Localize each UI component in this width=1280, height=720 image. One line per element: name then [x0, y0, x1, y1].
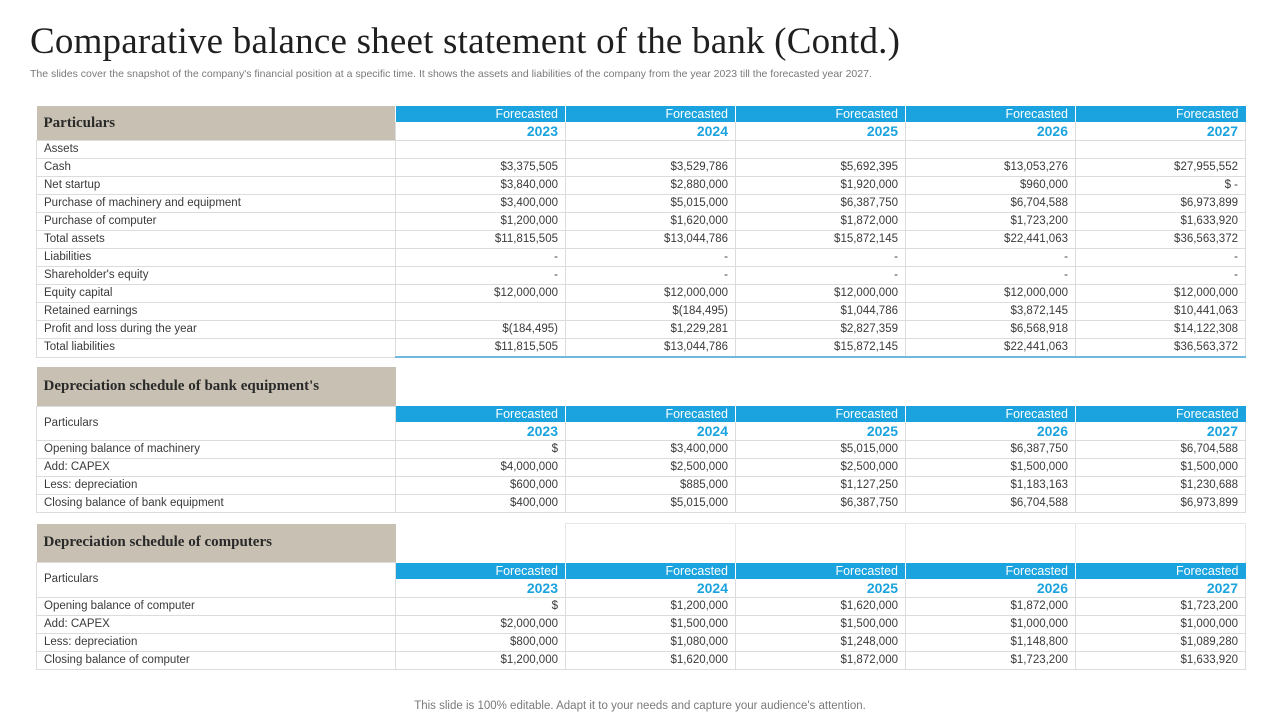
- cell-value: $(184,495): [396, 321, 566, 339]
- year-header: 2024: [566, 422, 736, 441]
- cell-value: $885,000: [566, 477, 736, 495]
- forecast-label: Forecasted: [396, 406, 566, 422]
- cell-value: $1,230,688: [1076, 477, 1246, 495]
- cell-value: $13,044,786: [566, 231, 736, 249]
- footer-note: This slide is 100% editable. Adapt it to your needs and capture your audience's attention.: [414, 700, 866, 712]
- cell-value: $1,620,000: [566, 213, 736, 231]
- cell-value: [736, 141, 906, 159]
- cell-value: $1,620,000: [736, 597, 906, 615]
- cell-value: $10,441,063: [1076, 303, 1246, 321]
- cell-value: $3,375,505: [396, 159, 566, 177]
- row-label: Liabilities: [37, 249, 396, 267]
- cell-value: -: [1076, 267, 1246, 285]
- cell-value: $22,441,063: [906, 339, 1076, 358]
- row-label: Less: depreciation: [37, 477, 396, 495]
- cell-value: $36,563,372: [1076, 231, 1246, 249]
- cell-value: $6,973,899: [1076, 195, 1246, 213]
- cell-value: -: [1076, 249, 1246, 267]
- cell-value: $12,000,000: [906, 285, 1076, 303]
- row-label: Equity capital: [37, 285, 396, 303]
- forecast-label: Forecasted: [1076, 406, 1246, 422]
- computer-depreciation-table: [36, 523, 1246, 670]
- cell-value: $1,872,000: [906, 597, 1076, 615]
- cell-value: $1,620,000: [566, 651, 736, 669]
- year-header: 2027: [1076, 579, 1246, 598]
- table-row: [37, 633, 1246, 651]
- cell-value: $1,200,000: [566, 597, 736, 615]
- table-row: [37, 285, 1246, 303]
- row-label: Shareholder's equity: [37, 267, 396, 285]
- row-label: Opening balance of computer: [37, 597, 396, 615]
- cell-value: $12,000,000: [736, 285, 906, 303]
- table-row: [37, 249, 1246, 267]
- cell-value: $960,000: [906, 177, 1076, 195]
- cell-value: $1,044,786: [736, 303, 906, 321]
- cell-value: $800,000: [396, 633, 566, 651]
- cell-value: $3,840,000: [396, 177, 566, 195]
- cell-value: $: [396, 441, 566, 459]
- cell-value: $6,387,750: [736, 495, 906, 513]
- row-label: Add: CAPEX: [37, 459, 396, 477]
- page-title: Comparative balance sheet statement of the bank (Contd.): [30, 21, 901, 62]
- row-label: Retained earnings: [37, 303, 396, 321]
- table-row: [37, 213, 1246, 231]
- cell-value: $13,053,276: [906, 159, 1076, 177]
- cell-value: [396, 303, 566, 321]
- table-row: [37, 267, 1246, 285]
- forecast-label: Forecasted: [566, 106, 736, 122]
- table-row: [37, 597, 1246, 615]
- cell-value: $1,148,800: [906, 633, 1076, 651]
- cell-value: $12,000,000: [566, 285, 736, 303]
- cell-value: $1,500,000: [736, 615, 906, 633]
- table-row: [37, 441, 1246, 459]
- cell-value: $15,872,145: [736, 339, 906, 358]
- table-row: [37, 651, 1246, 669]
- equipment-depreciation-table: [36, 367, 1246, 513]
- year-header: 2024: [566, 579, 736, 598]
- cell-value: $1,127,250: [736, 477, 906, 495]
- cell-value: $(184,495): [566, 303, 736, 321]
- row-label: Add: CAPEX: [37, 615, 396, 633]
- page-subtitle: The slides cover the snapshot of the company's financial position at a specific time. It shows the assets and liabilities of the company from the year 2023 till the forecasted year 2027.: [30, 68, 872, 80]
- forecast-label: Forecasted: [736, 563, 906, 579]
- table-row: [37, 231, 1246, 249]
- cell-value: $1,872,000: [736, 651, 906, 669]
- year-header: 2027: [1076, 422, 1246, 441]
- cell-value: -: [736, 267, 906, 285]
- cell-value: $11,815,505: [396, 339, 566, 358]
- forecast-label: Forecasted: [906, 563, 1076, 579]
- table-row: [37, 159, 1246, 177]
- cell-value: $6,387,750: [906, 441, 1076, 459]
- row-label: Total liabilities: [37, 339, 396, 358]
- cell-value: $22,441,063: [906, 231, 1076, 249]
- row-label: Opening balance of machinery: [37, 441, 396, 459]
- year-header: 2025: [736, 422, 906, 441]
- forecast-label: Forecasted: [1076, 563, 1246, 579]
- table-row: [37, 495, 1246, 513]
- forecast-label: Forecasted: [736, 406, 906, 422]
- balance-sheet-table: [36, 106, 1246, 358]
- cell-value: $1,633,920: [1076, 651, 1246, 669]
- forecast-label: Forecasted: [396, 106, 566, 122]
- cell-value: $1,500,000: [566, 615, 736, 633]
- row-label: Purchase of machinery and equipment: [37, 195, 396, 213]
- cell-value: $1,089,280: [1076, 633, 1246, 651]
- table-row: [37, 195, 1246, 213]
- cell-value: $1,633,920: [1076, 213, 1246, 231]
- cell-value: $2,500,000: [566, 459, 736, 477]
- cell-value: $2,827,359: [736, 321, 906, 339]
- cell-value: $3,400,000: [566, 441, 736, 459]
- row-label: Purchase of computer: [37, 213, 396, 231]
- row-label: Closing balance of computer: [37, 651, 396, 669]
- forecast-label: Forecasted: [1076, 106, 1246, 122]
- year-header: 2023: [396, 579, 566, 598]
- table-row: [37, 303, 1246, 321]
- forecast-label: Forecasted: [566, 406, 736, 422]
- cell-value: $13,044,786: [566, 339, 736, 358]
- cell-value: -: [396, 267, 566, 285]
- particulars-label: Particulars: [37, 563, 396, 598]
- forecast-label: Forecasted: [396, 563, 566, 579]
- cell-value: -: [906, 267, 1076, 285]
- cell-value: $6,704,588: [906, 495, 1076, 513]
- table-row: [37, 339, 1246, 358]
- year-header: 2027: [1076, 122, 1246, 141]
- forecast-label: Forecasted: [906, 106, 1076, 122]
- table-row: [37, 477, 1246, 495]
- cell-value: $14,122,308: [1076, 321, 1246, 339]
- cell-value: -: [396, 249, 566, 267]
- cell-value: $1,183,163: [906, 477, 1076, 495]
- year-header: 2026: [906, 422, 1076, 441]
- cell-value: $12,000,000: [1076, 285, 1246, 303]
- cell-value: $3,400,000: [396, 195, 566, 213]
- section-header: Depreciation schedule of bank equipment's: [37, 367, 396, 406]
- cell-value: -: [736, 249, 906, 267]
- table-row: [37, 459, 1246, 477]
- cell-value: -: [566, 267, 736, 285]
- cell-value: $12,000,000: [396, 285, 566, 303]
- table-row: [37, 177, 1246, 195]
- cell-value: $4,000,000: [396, 459, 566, 477]
- year-header: 2025: [736, 122, 906, 141]
- cell-value: -: [566, 249, 736, 267]
- cell-value: [906, 141, 1076, 159]
- cell-value: $2,880,000: [566, 177, 736, 195]
- cell-value: $1,723,200: [1076, 597, 1246, 615]
- cell-value: $1,200,000: [396, 651, 566, 669]
- forecast-label: Forecasted: [906, 406, 1076, 422]
- cell-value: [1076, 141, 1246, 159]
- cell-value: $400,000: [396, 495, 566, 513]
- cell-value: $3,872,145: [906, 303, 1076, 321]
- cell-value: $5,692,395: [736, 159, 906, 177]
- cell-value: $1,229,281: [566, 321, 736, 339]
- cell-value: $1,080,000: [566, 633, 736, 651]
- cell-value: $1,248,000: [736, 633, 906, 651]
- row-label: Total assets: [37, 231, 396, 249]
- cell-value: $: [396, 597, 566, 615]
- cell-value: $11,815,505: [396, 231, 566, 249]
- cell-value: $1,920,000: [736, 177, 906, 195]
- cell-value: $2,500,000: [736, 459, 906, 477]
- row-label: Assets: [37, 141, 396, 159]
- cell-value: $6,387,750: [736, 195, 906, 213]
- cell-value: $2,000,000: [396, 615, 566, 633]
- particulars-label: Particulars: [37, 406, 396, 441]
- row-label: Net startup: [37, 177, 396, 195]
- cell-value: $5,015,000: [736, 441, 906, 459]
- year-header: 2023: [396, 422, 566, 441]
- table-row: [37, 321, 1246, 339]
- cell-value: $ -: [1076, 177, 1246, 195]
- cell-value: $1,723,200: [906, 651, 1076, 669]
- cell-value: $5,015,000: [566, 495, 736, 513]
- cell-value: $1,500,000: [906, 459, 1076, 477]
- row-label: Cash: [37, 159, 396, 177]
- cell-value: [566, 141, 736, 159]
- row-label: Closing balance of bank equipment: [37, 495, 396, 513]
- cell-value: $600,000: [396, 477, 566, 495]
- cell-value: $1,500,000: [1076, 459, 1246, 477]
- cell-value: $3,529,786: [566, 159, 736, 177]
- year-header: 2026: [906, 579, 1076, 598]
- cell-value: $1,723,200: [906, 213, 1076, 231]
- year-header: 2023: [396, 122, 566, 141]
- section-header: Depreciation schedule of computers: [37, 524, 396, 563]
- cell-value: $6,973,899: [1076, 495, 1246, 513]
- table-row: [37, 615, 1246, 633]
- cell-value: $36,563,372: [1076, 339, 1246, 358]
- year-header: 2024: [566, 122, 736, 141]
- cell-value: $6,568,918: [906, 321, 1076, 339]
- cell-value: $6,704,588: [1076, 441, 1246, 459]
- forecast-label: Forecasted: [566, 563, 736, 579]
- cell-value: $1,000,000: [906, 615, 1076, 633]
- cell-value: [396, 141, 566, 159]
- table-header-particulars: Particulars: [37, 106, 396, 141]
- cell-value: $27,955,552: [1076, 159, 1246, 177]
- year-header: 2026: [906, 122, 1076, 141]
- forecast-label: Forecasted: [736, 106, 906, 122]
- cell-value: $6,704,588: [906, 195, 1076, 213]
- cell-value: $1,000,000: [1076, 615, 1246, 633]
- row-label: Less: depreciation: [37, 633, 396, 651]
- cell-value: $1,872,000: [736, 213, 906, 231]
- cell-value: $1,200,000: [396, 213, 566, 231]
- cell-value: $5,015,000: [566, 195, 736, 213]
- table-row: [37, 141, 1246, 159]
- year-header: 2025: [736, 579, 906, 598]
- cell-value: -: [906, 249, 1076, 267]
- row-label: Profit and loss during the year: [37, 321, 396, 339]
- cell-value: $15,872,145: [736, 231, 906, 249]
